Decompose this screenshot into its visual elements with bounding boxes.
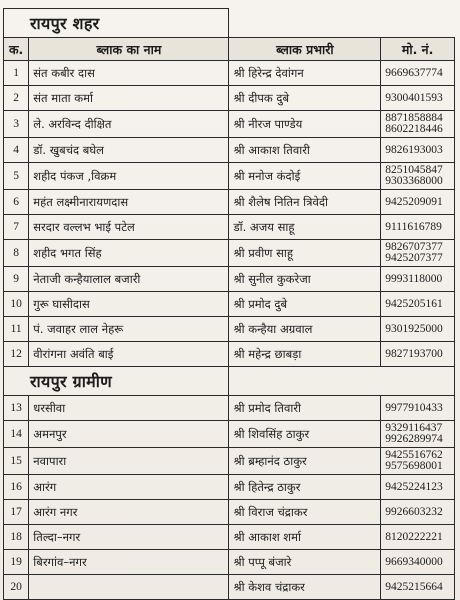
table-row	[4, 267, 455, 292]
block-name-cell: तिल्दा–नगर	[29, 525, 229, 550]
mobile-number-cell	[381, 111, 455, 138]
serial-number-cell: 7	[4, 215, 29, 240]
mobile-number-cell	[381, 475, 455, 500]
mobile-number: 9301925000	[385, 322, 443, 335]
table-header-row	[4, 38, 455, 61]
mobile-number: 8602218446	[385, 123, 443, 135]
block-incharge-cell: श्री विराज चंद्राकर	[229, 500, 381, 525]
mobile-number: 9111616789	[385, 220, 442, 233]
mobile-number: 8251045847	[385, 164, 443, 176]
serial-number-cell: 6	[4, 190, 29, 215]
serial-number-cell: 10	[4, 292, 29, 317]
block-incharge-cell: श्री महेन्द्र छाबड़ा	[229, 342, 381, 367]
urban-section-title: रायपुर शहर	[4, 9, 229, 38]
serial-number-cell: 12	[4, 342, 29, 367]
mobile-number: 9425209091	[385, 195, 443, 208]
block-name-cell: धरसीवा	[29, 396, 229, 421]
mobile-number: 9425224123	[385, 480, 443, 493]
header-block-incharge: ब्लाक प्रभारी	[229, 38, 381, 61]
mobile-number: 9977910433	[385, 401, 443, 414]
table-row	[4, 421, 455, 448]
serial-number-cell: 14	[4, 421, 29, 448]
table-row	[4, 215, 455, 240]
header-block-name: ब्लाक का नाम	[29, 38, 229, 61]
block-incharge-cell: श्री आकाश शर्मा	[229, 525, 381, 550]
mobile-number-cell	[381, 500, 455, 525]
mobile-number-cell	[381, 342, 455, 367]
block-incharge-cell: श्री शिवसिंह ठाकुर	[229, 421, 381, 448]
mobile-number-cell	[381, 575, 455, 600]
block-name-cell: गुरू घासीदास	[29, 292, 229, 317]
serial-number-cell: 19	[4, 550, 29, 575]
table-row	[4, 500, 455, 525]
mobile-number-cell	[381, 267, 455, 292]
serial-number-cell: 5	[4, 163, 29, 190]
block-incharge-cell: श्री मनोज कंदोई	[229, 163, 381, 190]
mobile-number: 9669637774	[385, 66, 443, 79]
mobile-number-cell	[381, 292, 455, 317]
serial-number-cell: 2	[4, 86, 29, 111]
mobile-number: 9926603232	[385, 505, 443, 518]
mobile-number-cell	[381, 396, 455, 421]
table-row	[4, 475, 455, 500]
block-name-cell: संत कबीर दास	[29, 61, 229, 86]
mobile-number: 9993118000	[385, 272, 443, 285]
header-mobile-no: मो. नं.	[381, 38, 455, 61]
mobile-number: 9425207377	[385, 252, 443, 264]
table-row	[4, 240, 455, 267]
block-incharge-cell: डॉ. अजय साहू	[229, 215, 381, 240]
serial-number-cell: 4	[4, 138, 29, 163]
block-name-cell: अमनपुर	[29, 421, 229, 448]
block-incharge-cell: श्री सुनील कुकरेजा	[229, 267, 381, 292]
serial-number-cell: 15	[4, 448, 29, 475]
block-name-cell	[29, 575, 229, 600]
mobile-number: 9827193700	[385, 347, 443, 360]
block-name-cell: आरंग	[29, 475, 229, 500]
mobile-number-cell	[381, 61, 455, 86]
block-incharge-cell: श्री दीपक दुबे	[229, 86, 381, 111]
mobile-number: 9425516762	[385, 449, 443, 461]
serial-number-cell: 3	[4, 111, 29, 138]
rural-section-title: रायपुर ग्रामीण	[4, 367, 229, 396]
mobile-number-cell	[381, 138, 455, 163]
block-incharge-cell: श्री प्रवीण साहू	[229, 240, 381, 267]
table-row	[4, 550, 455, 575]
block-incharge-table	[3, 8, 455, 600]
table-row	[4, 342, 455, 367]
mobile-number: 9425205161	[385, 297, 443, 310]
block-incharge-cell: श्री हिरेन्द्र देवांगन	[229, 61, 381, 86]
block-name-cell: शहीद पंकज ,विक्रम	[29, 163, 229, 190]
mobile-number-cell	[381, 525, 455, 550]
table-row	[4, 86, 455, 111]
block-incharge-cell: श्री प्रमोद तिवारी	[229, 396, 381, 421]
block-name-cell: महंत लक्ष्मीनारायणदास	[29, 190, 229, 215]
table-row	[4, 138, 455, 163]
block-name-cell: शहीद भगत सिंह	[29, 240, 229, 267]
serial-number-cell: 20	[4, 575, 29, 600]
urban-section-row	[4, 9, 455, 38]
mobile-number: 9575698001	[385, 460, 443, 472]
block-name-cell: डॉ. खुबचंद बघेल	[29, 138, 229, 163]
mobile-number: 9826193003	[385, 143, 443, 156]
block-incharge-cell: श्री नीरज पाण्डेय	[229, 111, 381, 138]
block-name-cell: पं. जवाहर लाल नेहरू	[29, 317, 229, 342]
table-row	[4, 575, 455, 600]
block-name-cell: नवापारा	[29, 448, 229, 475]
block-name-cell: सरदार वल्लभ भाई पटेल	[29, 215, 229, 240]
table-row	[4, 61, 455, 86]
mobile-number-cell	[381, 190, 455, 215]
block-name-cell: वीरांगना अवंति बाई	[29, 342, 229, 367]
table-row	[4, 163, 455, 190]
table-row	[4, 111, 455, 138]
serial-number-cell: 18	[4, 525, 29, 550]
mobile-number-cell	[381, 550, 455, 575]
mobile-number-cell	[381, 317, 455, 342]
mobile-number-cell	[381, 86, 455, 111]
mobile-number: 9329116437	[385, 422, 443, 434]
block-incharge-cell: श्री प्रमोद दुबे	[229, 292, 381, 317]
table-row	[4, 396, 455, 421]
mobile-number-cell	[381, 163, 455, 190]
table-row	[4, 525, 455, 550]
mobile-number-cell	[381, 215, 455, 240]
serial-number-cell: 1	[4, 61, 29, 86]
block-incharge-cell: श्री कन्हैया अग्रवाल	[229, 317, 381, 342]
mobile-number: 9303368000	[385, 175, 443, 187]
table-row	[4, 448, 455, 475]
serial-number-cell: 9	[4, 267, 29, 292]
serial-number-cell: 8	[4, 240, 29, 267]
block-name-cell: संत माता कर्मा	[29, 86, 229, 111]
mobile-number: 9300401593	[385, 91, 443, 104]
mobile-number: 9926289974	[385, 433, 443, 445]
serial-number-cell: 17	[4, 500, 29, 525]
block-incharge-cell: श्री ब्रम्हानंद ठाकुर	[229, 448, 381, 475]
block-name-cell: बिरगांव–नगर	[29, 550, 229, 575]
mobile-number-cell	[381, 240, 455, 267]
mobile-number: 9425215664	[385, 580, 443, 593]
rural-section-row	[4, 367, 455, 396]
header-serial-no: क.	[4, 38, 29, 61]
mobile-number: 8120222221	[385, 530, 443, 543]
block-name-cell: आरंग नगर	[29, 500, 229, 525]
mobile-number: 8871858884	[385, 112, 443, 124]
mobile-number-cell	[381, 421, 455, 448]
mobile-number: 9826707377	[385, 241, 443, 253]
block-incharge-cell: श्री शैलेष नितिन त्रिवेदी	[229, 190, 381, 215]
block-incharge-cell: श्री आकाश तिवारी	[229, 138, 381, 163]
serial-number-cell: 13	[4, 396, 29, 421]
block-incharge-cell: श्री हितेन्द्र ठाकुर	[229, 475, 381, 500]
serial-number-cell: 11	[4, 317, 29, 342]
table-row	[4, 292, 455, 317]
table-row	[4, 317, 455, 342]
block-incharge-cell: श्री पप्पू बंजारे	[229, 550, 381, 575]
table-row	[4, 190, 455, 215]
mobile-number-cell	[381, 448, 455, 475]
mobile-number: 9669340000	[385, 555, 443, 568]
serial-number-cell: 16	[4, 475, 29, 500]
block-name-cell: ले. अरविन्द दीक्षित	[29, 111, 229, 138]
block-incharge-cell: श्री केशव चंद्राकर	[229, 575, 381, 600]
block-name-cell: नेताजी कन्हैयालाल बजारी	[29, 267, 229, 292]
